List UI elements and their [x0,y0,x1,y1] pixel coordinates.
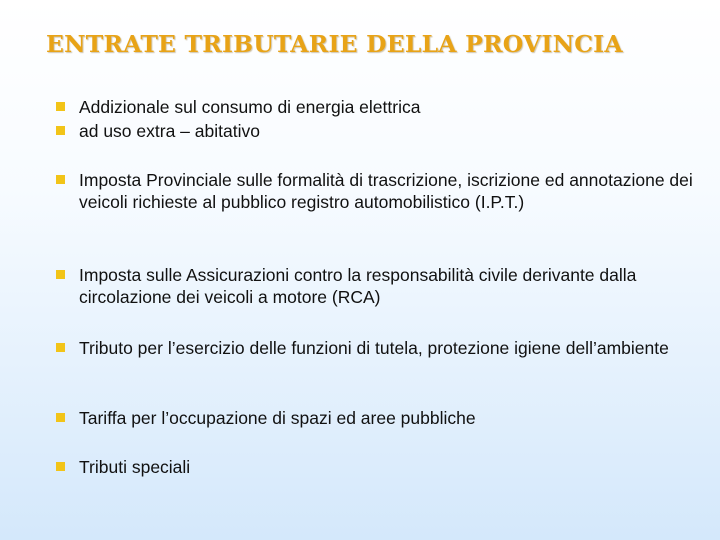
list-item-text: Imposta Provinciale sulle formalità di trascrizione, iscrizione ed annotazione dei veicoli richieste al pubblico registro automobilistico (I.P.T.) [79,170,693,212]
list-item-text: ad uso extra – abitativo [79,121,260,141]
list-item-text: Tributo per l’esercizio delle funzioni di tutela, protezione igiene dell’ambiente [79,338,669,358]
list-item-text: Tributi speciali [79,457,191,477]
list-item-text: Tariffa per l’occupazione di spazi ed aree pubbliche [79,408,476,428]
list-item-text: Addizionale sul consumo di energia elettrica [79,97,421,117]
square-bullet-icon [56,413,65,422]
square-bullet-icon [56,175,65,184]
square-bullet-icon [56,343,65,352]
square-bullet-icon [56,126,65,135]
square-bullet-icon [56,102,65,111]
list-item-text: Imposta sulle Assicurazioni contro la responsabilità civile derivante dalla circolazione dei veicoli a motore (RCA) [79,265,637,307]
slide-title: ENTRATE TRIBUTARIE DELLA PROVINCIA [46,30,623,58]
square-bullet-icon [56,270,65,279]
square-bullet-icon [56,462,65,471]
